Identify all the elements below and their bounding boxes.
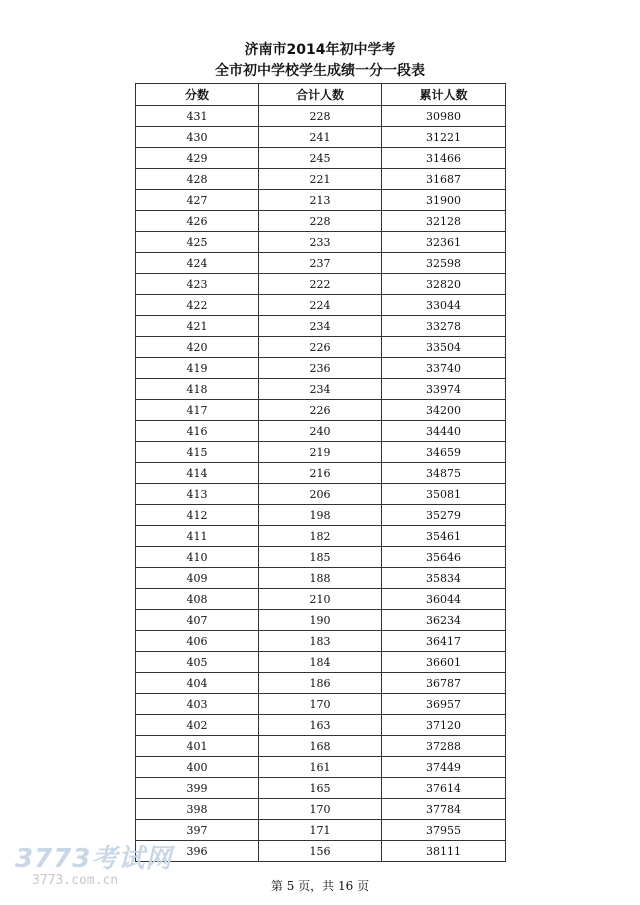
cumulative-cell: 33974 xyxy=(382,379,506,400)
table-row xyxy=(136,127,506,148)
score-cell: 412 xyxy=(136,505,259,526)
cumulative-cell: 33044 xyxy=(382,295,506,316)
count-cell: 185 xyxy=(259,547,382,568)
table-row xyxy=(136,736,506,757)
table-row xyxy=(136,547,506,568)
count-cell: 237 xyxy=(259,253,382,274)
table-row xyxy=(136,568,506,589)
score-cell: 400 xyxy=(136,757,259,778)
count-cell: 170 xyxy=(259,694,382,715)
table-row xyxy=(136,379,506,400)
count-cell: 170 xyxy=(259,799,382,820)
cumulative-cell: 31900 xyxy=(382,190,506,211)
score-cell: 430 xyxy=(136,127,259,148)
table-row xyxy=(136,400,506,421)
count-cell: 168 xyxy=(259,736,382,757)
cumulative-cell: 36417 xyxy=(382,631,506,652)
count-cell: 186 xyxy=(259,673,382,694)
table-row xyxy=(136,316,506,337)
score-cell: 396 xyxy=(136,841,259,862)
count-cell: 161 xyxy=(259,757,382,778)
table-row xyxy=(136,799,506,820)
column-header-count: 合计人数 xyxy=(259,84,382,106)
score-cell: 429 xyxy=(136,148,259,169)
score-cell: 413 xyxy=(136,484,259,505)
score-cell: 421 xyxy=(136,316,259,337)
cumulative-cell: 32361 xyxy=(382,232,506,253)
table-row xyxy=(136,841,506,862)
table-row xyxy=(136,505,506,526)
column-header-score: 分数 xyxy=(136,84,259,106)
score-cell: 426 xyxy=(136,211,259,232)
count-cell: 226 xyxy=(259,337,382,358)
cumulative-cell: 37120 xyxy=(382,715,506,736)
score-cell: 401 xyxy=(136,736,259,757)
cumulative-cell: 37449 xyxy=(382,757,506,778)
count-cell: 241 xyxy=(259,127,382,148)
count-cell: 234 xyxy=(259,379,382,400)
cumulative-cell: 34875 xyxy=(382,463,506,484)
count-cell: 226 xyxy=(259,400,382,421)
cumulative-cell: 37784 xyxy=(382,799,506,820)
table-row xyxy=(136,715,506,736)
score-distribution-table xyxy=(135,83,506,862)
score-cell: 402 xyxy=(136,715,259,736)
document-title: 济南市2014年初中学考 xyxy=(244,42,396,58)
table-row xyxy=(136,106,506,127)
table-row xyxy=(136,358,506,379)
table-row xyxy=(136,421,506,442)
score-cell: 415 xyxy=(136,442,259,463)
table-row xyxy=(136,232,506,253)
count-cell: 198 xyxy=(259,505,382,526)
score-cell: 406 xyxy=(136,631,259,652)
score-cell: 428 xyxy=(136,169,259,190)
count-cell: 184 xyxy=(259,652,382,673)
table-row xyxy=(136,442,506,463)
table-row xyxy=(136,484,506,505)
score-cell: 408 xyxy=(136,589,259,610)
score-cell: 409 xyxy=(136,568,259,589)
count-cell: 171 xyxy=(259,820,382,841)
count-cell: 165 xyxy=(259,778,382,799)
table-row xyxy=(136,169,506,190)
cumulative-cell: 36601 xyxy=(382,652,506,673)
watermark-logo: 3773考试网 xyxy=(15,844,173,874)
score-cell: 414 xyxy=(136,463,259,484)
column-header-cumulative: 累计人数 xyxy=(382,84,506,106)
count-cell: 213 xyxy=(259,190,382,211)
cumulative-cell: 31687 xyxy=(382,169,506,190)
score-cell: 422 xyxy=(136,295,259,316)
count-cell: 210 xyxy=(259,589,382,610)
cumulative-cell: 33740 xyxy=(382,358,506,379)
cumulative-cell: 30980 xyxy=(382,106,506,127)
table-row xyxy=(136,631,506,652)
table-row xyxy=(136,337,506,358)
cumulative-cell: 36787 xyxy=(382,673,506,694)
count-cell: 182 xyxy=(259,526,382,547)
count-cell: 236 xyxy=(259,358,382,379)
cumulative-cell: 37288 xyxy=(382,736,506,757)
table-row xyxy=(136,211,506,232)
count-cell: 245 xyxy=(259,148,382,169)
count-cell: 234 xyxy=(259,316,382,337)
cumulative-cell: 35646 xyxy=(382,547,506,568)
table-row xyxy=(136,274,506,295)
table-row xyxy=(136,778,506,799)
cumulative-cell: 36044 xyxy=(382,589,506,610)
table-body xyxy=(136,106,506,862)
cumulative-cell: 33278 xyxy=(382,316,506,337)
score-cell: 397 xyxy=(136,820,259,841)
score-cell: 423 xyxy=(136,274,259,295)
table-row xyxy=(136,148,506,169)
score-cell: 424 xyxy=(136,253,259,274)
score-cell: 411 xyxy=(136,526,259,547)
table-row xyxy=(136,295,506,316)
cumulative-cell: 35461 xyxy=(382,526,506,547)
count-cell: 188 xyxy=(259,568,382,589)
table-row xyxy=(136,526,506,547)
count-cell: 206 xyxy=(259,484,382,505)
score-cell: 420 xyxy=(136,337,259,358)
cumulative-cell: 31466 xyxy=(382,148,506,169)
count-cell: 190 xyxy=(259,610,382,631)
document-subtitle: 全市初中学校学生成绩一分一段表 xyxy=(215,63,425,79)
cumulative-cell: 32598 xyxy=(382,253,506,274)
table-row xyxy=(136,694,506,715)
cumulative-cell: 37614 xyxy=(382,778,506,799)
page-footer: 第 5 页，共 16 页 xyxy=(270,879,370,893)
count-cell: 216 xyxy=(259,463,382,484)
table-row xyxy=(136,673,506,694)
table-header-row xyxy=(136,84,506,106)
score-cell: 419 xyxy=(136,358,259,379)
cumulative-cell: 38111 xyxy=(382,841,506,862)
count-cell: 183 xyxy=(259,631,382,652)
count-cell: 224 xyxy=(259,295,382,316)
count-cell: 156 xyxy=(259,841,382,862)
count-cell: 228 xyxy=(259,106,382,127)
table-row xyxy=(136,820,506,841)
cumulative-cell: 34659 xyxy=(382,442,506,463)
table-row xyxy=(136,610,506,631)
cumulative-cell: 32820 xyxy=(382,274,506,295)
cumulative-cell: 35834 xyxy=(382,568,506,589)
score-cell: 427 xyxy=(136,190,259,211)
cumulative-cell: 34200 xyxy=(382,400,506,421)
count-cell: 221 xyxy=(259,169,382,190)
score-cell: 407 xyxy=(136,610,259,631)
score-cell: 403 xyxy=(136,694,259,715)
cumulative-cell: 32128 xyxy=(382,211,506,232)
table-row xyxy=(136,463,506,484)
cumulative-cell: 35279 xyxy=(382,505,506,526)
table-row xyxy=(136,757,506,778)
score-cell: 417 xyxy=(136,400,259,421)
cumulative-cell: 37955 xyxy=(382,820,506,841)
watermark-url: 3773.com.cn xyxy=(32,873,119,888)
table-row xyxy=(136,589,506,610)
count-cell: 228 xyxy=(259,211,382,232)
table-row xyxy=(136,253,506,274)
count-cell: 233 xyxy=(259,232,382,253)
score-cell: 404 xyxy=(136,673,259,694)
cumulative-cell: 35081 xyxy=(382,484,506,505)
table-row xyxy=(136,652,506,673)
score-cell: 416 xyxy=(136,421,259,442)
count-cell: 219 xyxy=(259,442,382,463)
count-cell: 222 xyxy=(259,274,382,295)
cumulative-cell: 33504 xyxy=(382,337,506,358)
cumulative-cell: 36957 xyxy=(382,694,506,715)
score-cell: 398 xyxy=(136,799,259,820)
score-cell: 405 xyxy=(136,652,259,673)
score-cell: 410 xyxy=(136,547,259,568)
cumulative-cell: 31221 xyxy=(382,127,506,148)
cumulative-cell: 34440 xyxy=(382,421,506,442)
score-cell: 431 xyxy=(136,106,259,127)
table-row xyxy=(136,190,506,211)
count-cell: 163 xyxy=(259,715,382,736)
score-cell: 418 xyxy=(136,379,259,400)
score-cell: 425 xyxy=(136,232,259,253)
score-cell: 399 xyxy=(136,778,259,799)
cumulative-cell: 36234 xyxy=(382,610,506,631)
count-cell: 240 xyxy=(259,421,382,442)
